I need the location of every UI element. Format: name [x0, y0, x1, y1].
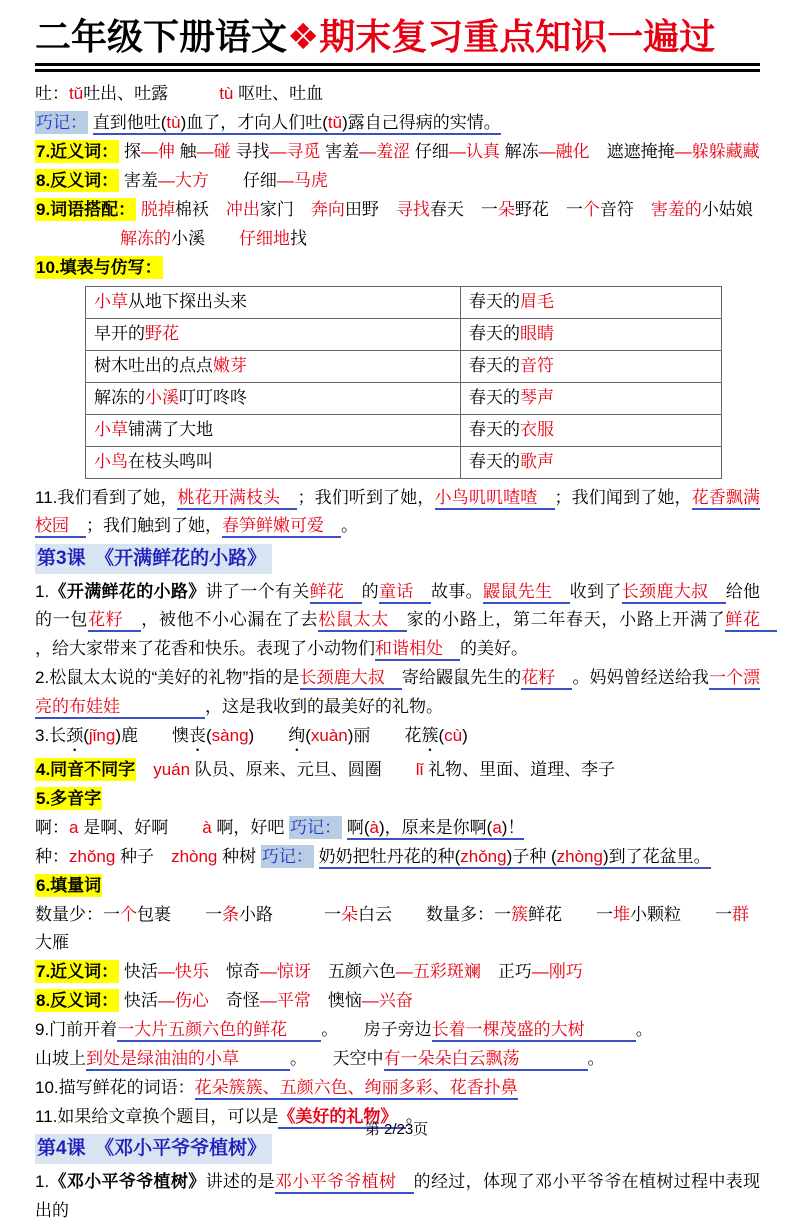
text-segment: )露自己得病的实情。: [342, 113, 501, 135]
text-segment: sàng: [211, 726, 249, 746]
text-segment: 快活: [119, 991, 158, 1011]
lesson3-heading: 第3课 《开满鲜花的小路》: [35, 544, 272, 574]
text-segment: 队员、原来、元旦、圆圈: [190, 760, 416, 780]
text-segment: —大方: [157, 170, 209, 190]
text-segment: 和谐相处: [375, 639, 460, 661]
text-segment: )血了，才向人们吐(: [181, 113, 328, 135]
text-segment: 寻找: [395, 199, 430, 219]
text-segment: zhǒng: [460, 847, 506, 869]
text-segment: 吐：: [35, 83, 69, 103]
text-segment: 鲜花: [725, 610, 777, 632]
text-segment: 有一朵朵白云飘荡: [384, 1049, 588, 1071]
table-cell: [461, 414, 722, 446]
text-segment: ，被他不小心漏在了去: [141, 610, 319, 630]
text-segment: lǐ: [415, 760, 424, 780]
text-segment: 长颈鹿大叔: [622, 582, 726, 604]
text-segment: 到处是绿油油的小草: [86, 1049, 290, 1071]
table-cell: [86, 414, 461, 446]
text-segment: 4.同音不同字: [36, 760, 136, 780]
text-segment: tǔ: [69, 83, 84, 103]
text-segment: —快乐: [157, 962, 209, 982]
text-segment: 长颈鹿大叔: [300, 668, 402, 690]
title-part-black: 二年级下册语文: [35, 16, 288, 57]
text-segment: 的: [361, 581, 379, 601]
text-segment: 触: [174, 141, 197, 161]
text-segment: 鼹鼠先生: [483, 582, 570, 604]
text-segment: 奇怪: [208, 991, 260, 1011]
text-segment: 啊：: [35, 818, 69, 838]
table-cell: [461, 286, 722, 318]
text-segment: 花籽: [521, 668, 572, 690]
text-segment: [168, 84, 219, 103]
table-row: [86, 446, 722, 478]
text-segment: [136, 760, 153, 779]
text-segment: 小溪: [145, 388, 179, 408]
table-cell: [86, 446, 461, 478]
text-segment: 春天的: [469, 388, 520, 408]
text-segment: 松鼠太太: [318, 610, 407, 632]
text-segment: 的美好。: [460, 638, 528, 658]
table-cell: [461, 350, 722, 382]
table-row: [86, 350, 722, 382]
text-segment: )子种 (: [507, 847, 557, 869]
text-segment: 个: [582, 199, 600, 219]
lesson3-item-2: [35, 664, 760, 721]
fill-in-table: [85, 286, 722, 479]
lesson4-item-1: [35, 1168, 760, 1225]
text-segment: 家的小路上，第二年春天，小路上开满了: [406, 610, 726, 630]
text-segment: —马虎: [276, 170, 328, 190]
text-segment: 。: [587, 1049, 605, 1069]
text-segment: zhǒng: [69, 847, 116, 867]
text-segment: )，原来是你啊(: [379, 818, 492, 840]
line-collocations-9-cont: [35, 225, 760, 253]
text-segment: 数量少：一: [35, 905, 120, 925]
text-segment: 害羞: [320, 141, 360, 161]
text-segment: 解冻: [499, 141, 539, 161]
title-part-red: 期末复习重点知识一遍过: [319, 16, 716, 57]
text-segment: 呕吐、吐血: [233, 83, 324, 103]
text-segment: 堆: [613, 905, 630, 925]
text-segment: 奶奶把牡丹花的种(: [319, 847, 461, 869]
text-segment: 解冻的: [120, 228, 171, 248]
text-segment: 讲了一个有关: [205, 581, 310, 601]
text-segment: 花香飘满校园: [35, 488, 760, 539]
text-segment: 巧记：: [36, 112, 87, 132]
lesson3-item-3: [35, 722, 760, 755]
text-segment: 小溪: [171, 228, 239, 248]
text-segment: 小鸟叽叽喳喳: [435, 488, 555, 510]
lesson3-item-9-line1: [35, 1016, 760, 1044]
text-segment: 直到他吐(: [93, 113, 167, 135]
text-segment: 田野: [344, 199, 396, 219]
diamond-icon: ❖: [287, 16, 320, 57]
text-segment: 桃花开满枝头: [177, 488, 297, 510]
line-qiaoji-tu: [35, 109, 760, 137]
text-segment: —融化: [538, 141, 590, 161]
line-synonyms-7: [35, 138, 760, 166]
text-segment: 歌声: [520, 452, 554, 472]
text-segment: (: [83, 726, 89, 746]
text-segment: 的经过，体现了邓小平爷爷在植树过程中表现出的: [35, 1172, 761, 1220]
text-segment: [314, 847, 319, 866]
text-segment: (: [305, 726, 311, 746]
text-segment: 长着一棵茂盛的大树: [432, 1020, 636, 1042]
text-segment: yuán: [153, 760, 191, 780]
text-segment: 童话: [379, 582, 431, 604]
text-segment: 懊恼: [310, 991, 362, 1011]
lesson3-item-9-line2: [35, 1045, 760, 1073]
text-segment: 一个漂亮的布娃娃: [35, 668, 760, 719]
text-segment: 7.近义词：: [36, 141, 119, 161]
text-segment: (: [438, 726, 445, 746]
table-cell: [86, 318, 461, 350]
text-segment: jǐng: [88, 726, 116, 746]
text-segment: 野花: [145, 324, 179, 344]
text-segment: 奔向: [310, 199, 345, 219]
text-segment: 。: [341, 516, 358, 536]
table-cell: [461, 318, 722, 350]
text-segment: 3.长: [35, 726, 67, 746]
text-segment: 10.描写鲜花的词语：: [35, 1078, 195, 1098]
text-segment: —刚巧: [531, 962, 583, 982]
lesson3-item-6-label: [35, 872, 760, 900]
text-segment: 朵: [497, 199, 515, 219]
text-segment: 2.松鼠太太说的“美好的礼物”指的是: [35, 668, 300, 688]
text-segment: 1.: [35, 1172, 50, 1192]
text-segment: 。: [635, 1020, 653, 1040]
text-segment: ；我们触到了她，: [86, 516, 222, 536]
text-segment: 礼物、里面、道理、李子: [423, 760, 616, 780]
text-segment: ): [248, 726, 289, 746]
text-segment: ): [462, 726, 468, 746]
text-segment: 春天的: [469, 420, 520, 440]
text-segment: cù: [444, 726, 463, 746]
text-segment: 琴声: [520, 388, 554, 408]
text-segment: 10.填表与仿写：: [36, 257, 162, 277]
text-segment: zhòng: [171, 847, 218, 867]
title-double-rule: [35, 63, 760, 72]
text-segment: 群: [732, 905, 749, 925]
text-segment: 春笋鲜嫩可爱: [222, 516, 341, 538]
text-segment: a: [492, 818, 501, 840]
table-cell: [461, 446, 722, 478]
text-segment: —伤心: [157, 991, 209, 1011]
lesson3-item-4: [35, 756, 760, 784]
text-segment: 眉毛: [520, 292, 554, 312]
text-segment: 。 房子旁边: [321, 1020, 432, 1040]
text-segment: —兴奋: [361, 991, 413, 1011]
text-segment: 小路 一: [239, 905, 341, 925]
text-segment: 簇: [421, 726, 439, 746]
text-segment: —五彩斑斓: [395, 962, 481, 982]
text-segment: 绚: [288, 726, 306, 746]
text-segment: 朵: [341, 905, 358, 925]
text-segment: ，给大家带来了花香和快乐。表现了小动物们: [35, 638, 375, 658]
lesson3-synonyms-7: [35, 958, 760, 986]
text-segment: 春天的: [469, 356, 520, 376]
text-segment: 《开满鲜花的小路》: [49, 581, 206, 601]
text-segment: )到了花盆里。: [603, 847, 711, 869]
text-segment: 《邓小平爷爷植树》: [49, 1172, 206, 1192]
text-segment: 仔细地: [239, 228, 290, 248]
text-segment: 6.填量词: [36, 876, 102, 896]
text-segment: 寻找: [230, 141, 270, 161]
text-segment: 眼睛: [520, 324, 554, 344]
text-segment: 。: [405, 1107, 423, 1127]
text-segment: 。 天空中: [290, 1049, 384, 1069]
text-segment: 9.词语搭配：: [36, 199, 136, 219]
text-segment: 音符: [520, 356, 554, 376]
text-segment: ，这是我收到的最美好的礼物。: [205, 696, 443, 716]
text-segment: 花朵簇簇、五颜六色、绚丽多彩、花香扑鼻: [195, 1078, 518, 1100]
text-segment: 包裹 一: [137, 905, 222, 925]
text-segment: 巧记：: [290, 818, 342, 838]
text-segment: 音符: [599, 199, 651, 219]
text-segment: 1.: [35, 581, 50, 601]
paragraph-item-11: [35, 484, 760, 541]
text-segment: (: [206, 726, 212, 746]
table-row: [86, 286, 722, 318]
text-segment: 小姑娘: [701, 199, 753, 219]
text-segment: 找: [290, 228, 307, 248]
text-segment: 小鸟: [94, 452, 128, 472]
text-segment: 给他的一包: [35, 581, 761, 630]
table-row: [86, 414, 722, 446]
text-segment: 花籽: [88, 610, 141, 632]
text-segment: 小草: [94, 292, 128, 312]
text-segment: zhòng: [557, 847, 603, 869]
page-number: 第 2/23页: [364, 1121, 429, 1138]
text-segment: 山坡上: [35, 1049, 86, 1069]
text-segment: 在枝头鸣叫: [128, 452, 213, 472]
text-segment: ；我们闻到了她，: [554, 487, 692, 507]
text-segment: 《美好的礼物》: [278, 1107, 406, 1129]
text-segment: 是啊、好啊: [78, 818, 203, 838]
text-segment: —寻觅: [269, 141, 321, 161]
text-segment: 遮遮掩掩: [589, 141, 675, 161]
text-segment: —躲躲藏藏: [674, 141, 760, 161]
text-segment: à: [202, 818, 212, 838]
text-segment: —伸: [140, 141, 175, 161]
lesson3-item-1: [35, 578, 778, 664]
text-segment: 春天 一: [429, 199, 498, 219]
text-segment: 铺满了大地: [128, 420, 213, 440]
text-segment: 颈: [66, 726, 84, 746]
text-segment: 解冻的: [94, 388, 145, 408]
text-segment: 5.多音字: [36, 789, 102, 809]
text-segment: 收到了: [569, 581, 622, 601]
text-segment: 冲出: [225, 199, 260, 219]
text-segment: 种子: [115, 847, 172, 867]
text-segment: —认真: [448, 141, 500, 161]
table-cell: [86, 350, 461, 382]
text-segment: 春天的: [469, 292, 520, 312]
text-segment: 9.门前开着: [35, 1020, 118, 1040]
line-antonyms-8: [35, 167, 760, 195]
text-segment: 探: [119, 141, 141, 161]
text-segment: 仔细: [410, 141, 449, 161]
text-segment: 巧记：: [261, 847, 313, 867]
lesson3-polyphone-a: [35, 814, 760, 842]
lesson3-item-10: [35, 1074, 760, 1102]
text-segment: —羞涩: [359, 141, 411, 161]
text-segment: xuàn: [310, 726, 348, 746]
text-segment: 从地下探出头来: [128, 292, 247, 312]
text-segment: tù: [166, 113, 180, 135]
line-collocations-9: [35, 196, 760, 224]
table-row: [86, 318, 722, 350]
page-title: [35, 14, 760, 61]
text-segment: 白云 数量多：一: [358, 905, 511, 925]
text-segment: 寄给鼹鼠先生的: [401, 668, 522, 688]
text-segment: —平常: [259, 991, 311, 1011]
line-tu-pinyin: [35, 80, 760, 108]
text-segment: 衣服: [520, 420, 554, 440]
text-segment: 故事。: [430, 581, 483, 601]
lesson4-heading: 第4课 《邓小平爷爷植树》: [35, 1134, 272, 1164]
lesson3-antonyms-8: [35, 987, 760, 1015]
text-segment: —碰: [196, 141, 231, 161]
line-table-label-10: [35, 254, 760, 282]
text-segment: 种树: [217, 847, 261, 867]
text-segment: 大雁: [35, 933, 69, 953]
text-segment: 11.我们看到了她，: [35, 487, 178, 507]
text-segment: 棉袄: [174, 199, 226, 219]
text-segment: ；我们听到了她，: [297, 487, 435, 507]
text-segment: 树木吐出的点点: [94, 356, 213, 376]
text-segment: 正巧: [480, 962, 532, 982]
text-segment: 鲜花 一: [528, 905, 613, 925]
text-segment: 8.反义词：: [36, 991, 119, 1011]
text-segment: 惊奇: [208, 962, 260, 982]
text-segment: 早开的: [94, 324, 145, 344]
table-cell: [461, 382, 722, 414]
text-segment: 种：: [35, 847, 69, 867]
text-segment: 家门: [259, 199, 311, 219]
text-segment: 讲述的是: [205, 1172, 275, 1192]
text-segment: 春天的: [469, 324, 520, 344]
text-segment: 快活: [119, 962, 158, 982]
text-segment: 春天的: [469, 452, 520, 472]
text-segment: 邓小平爷爷植树: [275, 1172, 414, 1194]
text-segment: )丽 花: [347, 726, 422, 746]
table-cell: [86, 382, 461, 414]
text-segment: 脱掉: [140, 199, 175, 219]
text-segment: 丧: [189, 726, 206, 746]
text-segment: 害羞: [119, 170, 158, 190]
lesson3-item-5-label: [35, 785, 760, 813]
text-segment: 7.近义词：: [36, 962, 119, 982]
text-segment: 嫩芽: [213, 356, 247, 376]
text-segment: 一大片五颜六色的鲜花: [117, 1020, 321, 1042]
lesson3-measure-words: [35, 901, 760, 957]
text-segment: )鹿 懊: [115, 726, 189, 746]
text-segment: 8.反义词：: [36, 170, 119, 190]
text-segment: 野花 一: [514, 199, 583, 219]
text-segment: )！: [502, 818, 525, 840]
lesson3-polyphone-zhong: [35, 843, 760, 871]
text-segment: tù: [219, 83, 234, 103]
text-segment: 啊(: [347, 818, 370, 840]
text-segment: 个: [120, 905, 137, 925]
text-segment: a: [69, 818, 79, 838]
text-segment: 11.如果给文章换个题目，可以是: [35, 1107, 279, 1127]
text-segment: 叮叮咚咚: [179, 388, 247, 408]
text-segment: 五颜六色: [310, 962, 396, 982]
lesson3-heading-wrap: [35, 544, 760, 574]
text-segment: 簇: [511, 905, 528, 925]
table-row: [86, 382, 722, 414]
text-segment: 条: [222, 905, 239, 925]
text-segment: 吐出、吐露: [83, 83, 169, 103]
text-segment: 。妈妈曾经送给我: [572, 668, 709, 688]
table-cell: [86, 286, 461, 318]
text-segment: 害羞的: [650, 199, 702, 219]
text-segment: à: [370, 818, 379, 840]
text-segment: 仔细: [208, 170, 277, 190]
text-segment: 鲜花: [310, 582, 362, 604]
text-segment: 小颗粒 一: [630, 905, 732, 925]
text-segment: tǔ: [328, 113, 342, 135]
text-segment: —惊讶: [259, 962, 311, 982]
text-segment: 小草: [94, 420, 128, 440]
text-segment: 啊，好吧: [211, 818, 290, 838]
